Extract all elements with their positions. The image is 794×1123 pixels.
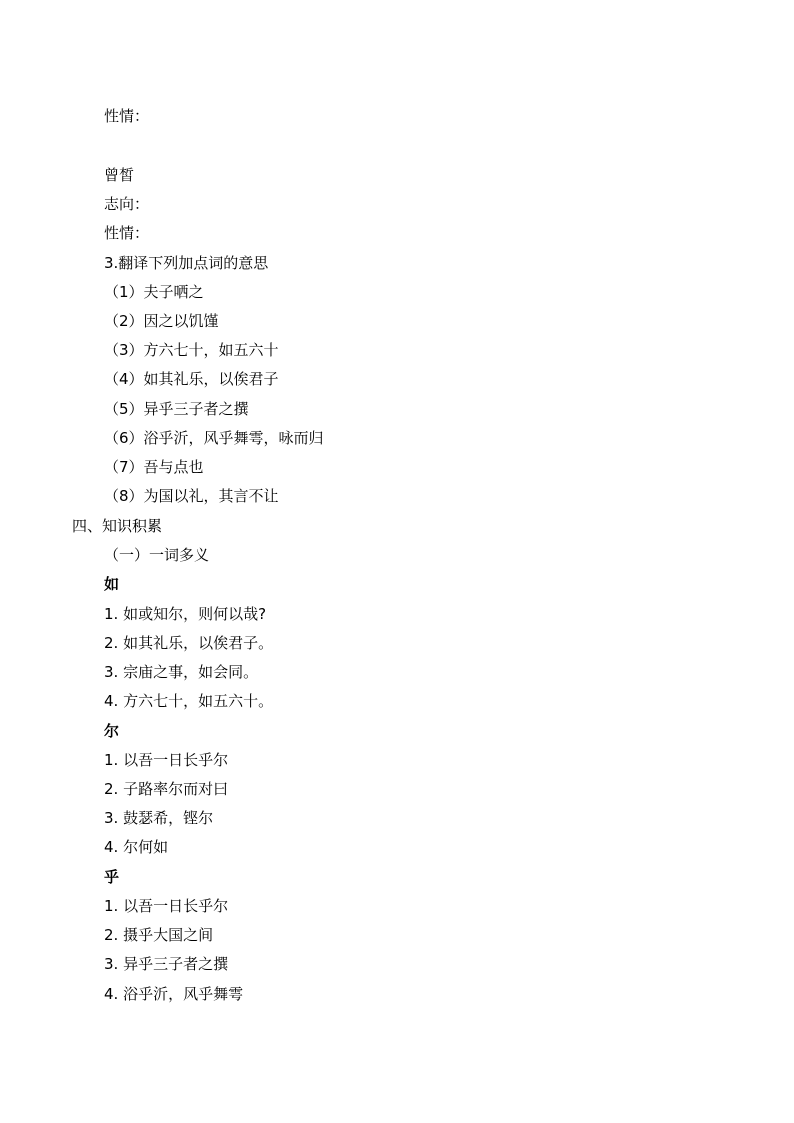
list-item: 3. 异乎三子者之撰: [104, 955, 229, 973]
question-item: （1）夫子哂之: [104, 283, 204, 301]
keyword-heading: 尔: [104, 722, 120, 740]
question-item: （4）如其礼乐，以俟君子: [104, 370, 279, 388]
keyword-heading: 乎: [104, 868, 120, 886]
keyword-heading: 如: [104, 575, 120, 593]
question-item: （2）因之以饥馑: [104, 312, 219, 330]
section-heading: 四、知识积累: [72, 517, 163, 535]
list-item: 4. 尔何如: [104, 838, 169, 856]
list-item: 2. 如其礼乐，以俟君子。: [104, 634, 274, 652]
list-item: 3. 鼓瑟希，铿尔: [104, 809, 214, 827]
question-item: （6）浴乎沂，风乎舞雩，咏而归: [104, 429, 324, 447]
text-line: 性情：: [104, 107, 150, 125]
list-item: 1. 如或知尔，则何以哉?: [104, 605, 267, 623]
list-item: 2. 子路率尔而对曰: [104, 780, 229, 798]
question-heading: 3.翻译下列加点词的意思: [104, 254, 269, 272]
subsection-heading: （一）一词多义: [104, 546, 210, 564]
list-item: 4. 浴乎沂，风乎舞雩: [104, 985, 244, 1003]
list-item: 4. 方六七十，如五六十。: [104, 692, 274, 710]
question-item: （7）吾与点也: [104, 458, 204, 476]
list-item: 1. 以吾一日长乎尔: [104, 751, 229, 769]
list-item: 1. 以吾一日长乎尔: [104, 897, 229, 915]
list-item: 3. 宗庙之事，如会同。: [104, 663, 259, 681]
text-line: 曾皙: [104, 166, 135, 184]
question-item: （8）为国以礼，其言不让: [104, 487, 279, 505]
list-item: 2. 摄乎大国之间: [104, 926, 214, 944]
question-item: （3）方六七十，如五六十: [104, 341, 279, 359]
question-item: （5）异乎三子者之撰: [104, 400, 249, 418]
text-line: 性情：: [104, 224, 150, 242]
text-line: 志向：: [104, 195, 150, 213]
